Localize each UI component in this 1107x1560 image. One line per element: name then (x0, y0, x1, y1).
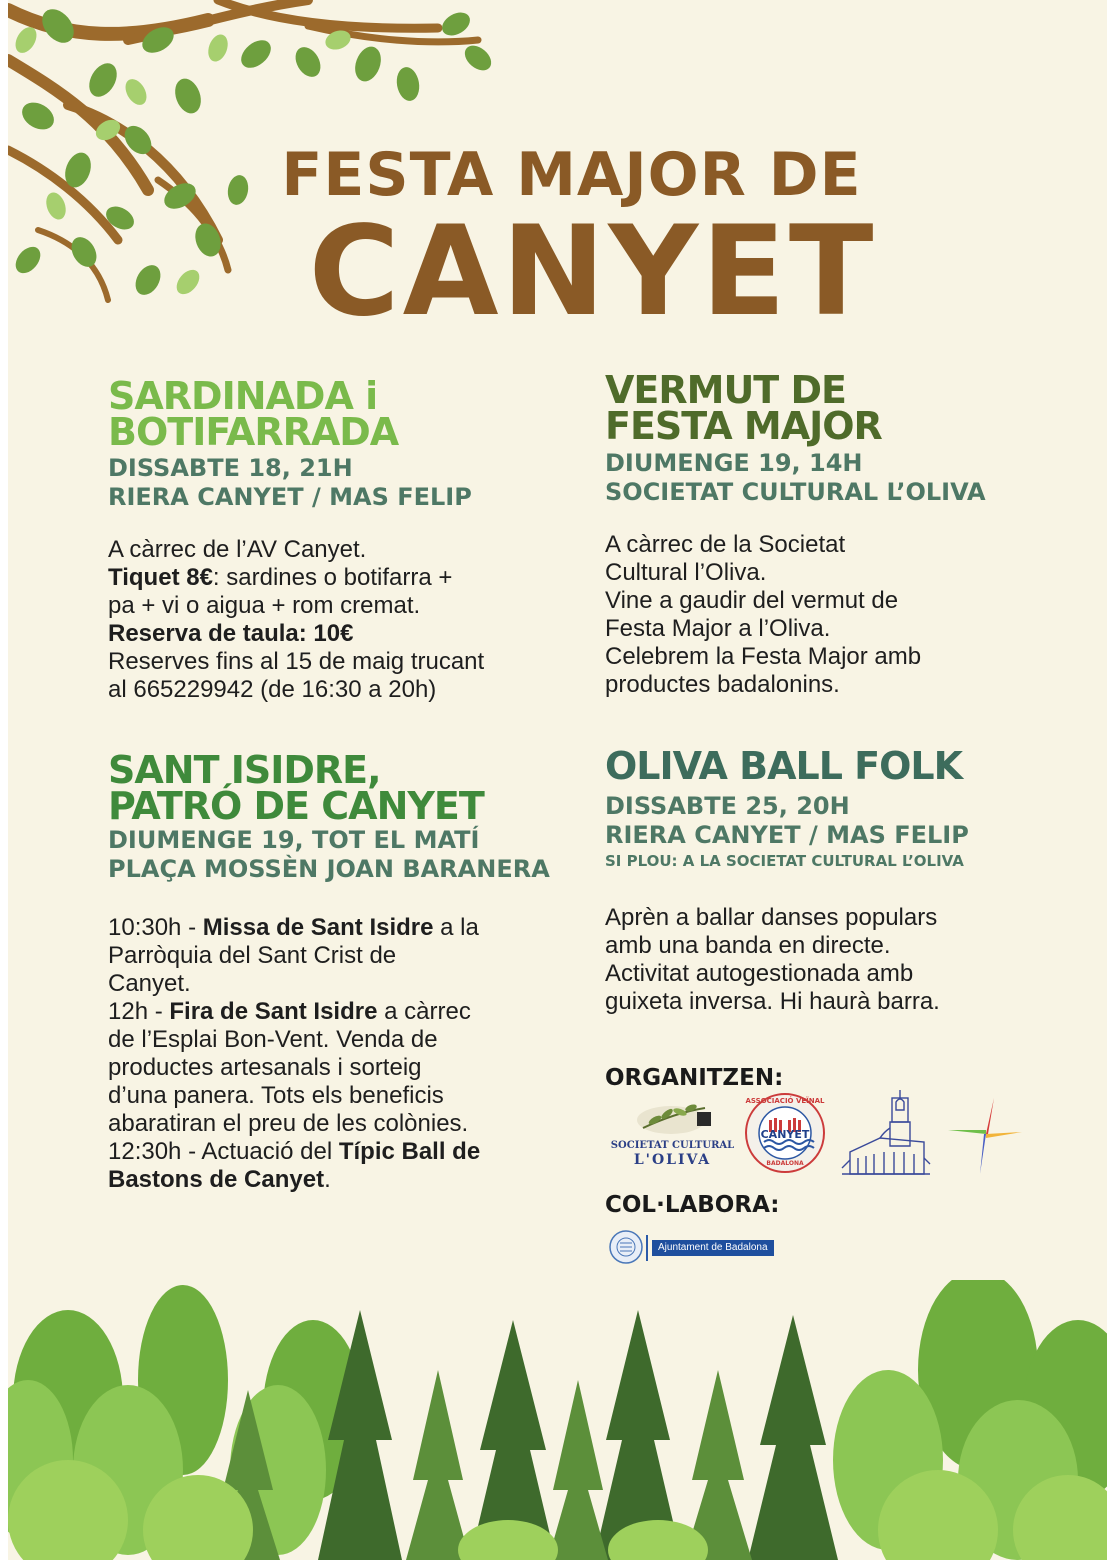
desc-text: a la (433, 914, 479, 941)
event-title: SARDINADA i (108, 374, 378, 418)
desc-text: a càrrec (377, 998, 471, 1025)
pinwheel-icon (946, 1094, 1026, 1176)
rain-note: SI PLOU: A LA SOCIETAT CULTURAL L’OLIVA (605, 852, 964, 870)
event-sant-isidre (108, 748, 588, 1194)
ticket-price: Tiquet 8€ (108, 564, 213, 591)
event-date: DIUMENGE 19, 14H (605, 449, 863, 477)
desc-line: Festa Major a l’Oliva. (605, 615, 831, 642)
phone-line: al 665229942 (de 16:30 a 20h) (108, 676, 437, 703)
organizers-heading: ORGANITZEN: (605, 1065, 784, 1091)
event-description (108, 536, 568, 704)
av-bottom-text: BADALONA (766, 1160, 804, 1167)
desc-line: Cultural l’Oliva. (605, 559, 767, 586)
desc-line: A càrrec de l’AV Canyet. (108, 536, 367, 563)
desc-line: Celebrem la Festa Major amb (605, 643, 922, 670)
ajuntament-logo (608, 1229, 808, 1267)
desc-line: A càrrec de la Societat (605, 531, 846, 558)
event-sardinada (108, 374, 568, 704)
av-canyet-logo (744, 1092, 826, 1174)
event-location: SOCIETAT CULTURAL L’OLIVA (605, 478, 986, 506)
desc-line (108, 914, 588, 942)
desc-text: 12:30h - Actuació del (108, 1138, 339, 1165)
highlight: Bastons de Canyet (108, 1166, 325, 1193)
desc-line: Aprèn a ballar danses populars (605, 904, 938, 931)
olive-branch-icon (605, 1098, 740, 1138)
desc-line (108, 998, 588, 1026)
event-date: DISSABTE 18, 21H (108, 454, 353, 482)
collaborators-heading: COL·LABORA: (605, 1192, 780, 1218)
desc-line (108, 1138, 588, 1166)
event-title: SANT ISIDRE, (108, 748, 381, 792)
desc-line: Activitat autogestionada amb (605, 960, 914, 987)
event-title: PATRÓ DE CANYET (108, 784, 484, 828)
desc-line (108, 620, 568, 648)
event-date: DISSABTE 25, 20H (605, 792, 850, 820)
highlight: Típic Ball de (338, 1138, 481, 1165)
event-location: RIERA CANYET / MAS FELIP (605, 821, 969, 849)
divider (646, 1235, 648, 1261)
event-location: RIERA CANYET / MAS FELIP (108, 483, 472, 511)
forest-decoration (8, 1280, 1107, 1560)
ajuntament-label: Ajuntament de Badalona (652, 1240, 774, 1256)
highlight: Fira de Sant Isidre (169, 998, 378, 1025)
oliva-logo (605, 1098, 740, 1170)
event-title: OLIVA BALL FOLK (605, 744, 963, 788)
desc-text: 10:30h - (108, 914, 203, 941)
event-title: VERMUT DE (605, 368, 846, 412)
festival-title-line1: FESTA MAJOR DE (281, 140, 862, 210)
event-title: FESTA MAJOR (605, 404, 882, 448)
oliva-logo-line1: SOCIETAT CULTURAL (610, 1140, 735, 1151)
desc-line: Canyet. (108, 970, 191, 997)
desc-line: pa + vi o aigua + rom cremat. (108, 592, 421, 619)
desc-line: productes badalonins. (605, 671, 840, 698)
table-reservation: Reserva de taula: 10€ (108, 620, 354, 647)
church-icon (840, 1088, 932, 1178)
event-vermut (605, 368, 1075, 699)
desc-line: abaratiran el preu de les colònies. (108, 1110, 469, 1137)
event-description (605, 531, 1075, 699)
desc-line: guixeta inversa. Hi haurà barra. (605, 988, 940, 1015)
desc-line: Vine a gaudir del vermut de (605, 587, 899, 614)
desc-text: . (324, 1166, 331, 1193)
poster (8, 0, 1107, 1560)
desc-line: Reserves fins al 15 de maig trucant (108, 648, 485, 675)
desc-line: amb una banda en directe. (605, 932, 891, 959)
festival-title-line2: CANYET (308, 200, 877, 344)
desc-text: : sardines o botifarra + (212, 564, 453, 591)
desc-line (108, 1166, 588, 1194)
av-name: CANYET (760, 1128, 810, 1141)
event-date: DIUMENGE 19, TOT EL MATÍ (108, 826, 480, 854)
desc-text: 12h - (108, 998, 170, 1025)
desc-line: d’una panera. Tots els beneficis (108, 1082, 444, 1109)
event-description (605, 904, 1085, 1016)
event-title: BOTIFARRADA (108, 410, 399, 454)
desc-line: Parròquia del Sant Crist de (108, 942, 397, 969)
av-ring-text: ASSOCIACIÓ VEÏNAL (745, 1097, 825, 1105)
city-seal-icon (608, 1229, 644, 1265)
event-description (108, 914, 588, 1194)
highlight: Missa de Sant Isidre (202, 914, 434, 941)
event-location: PLAÇA MOSSÈN JOAN BARANERA (108, 855, 550, 883)
desc-line: de l’Esplai Bon-Vent. Venda de (108, 1026, 438, 1053)
desc-line: productes artesanals i sorteig (108, 1054, 422, 1081)
desc-line (108, 564, 568, 592)
oliva-logo-line2: L'OLIVA (633, 1152, 712, 1168)
event-ball-folk (605, 744, 1085, 1016)
